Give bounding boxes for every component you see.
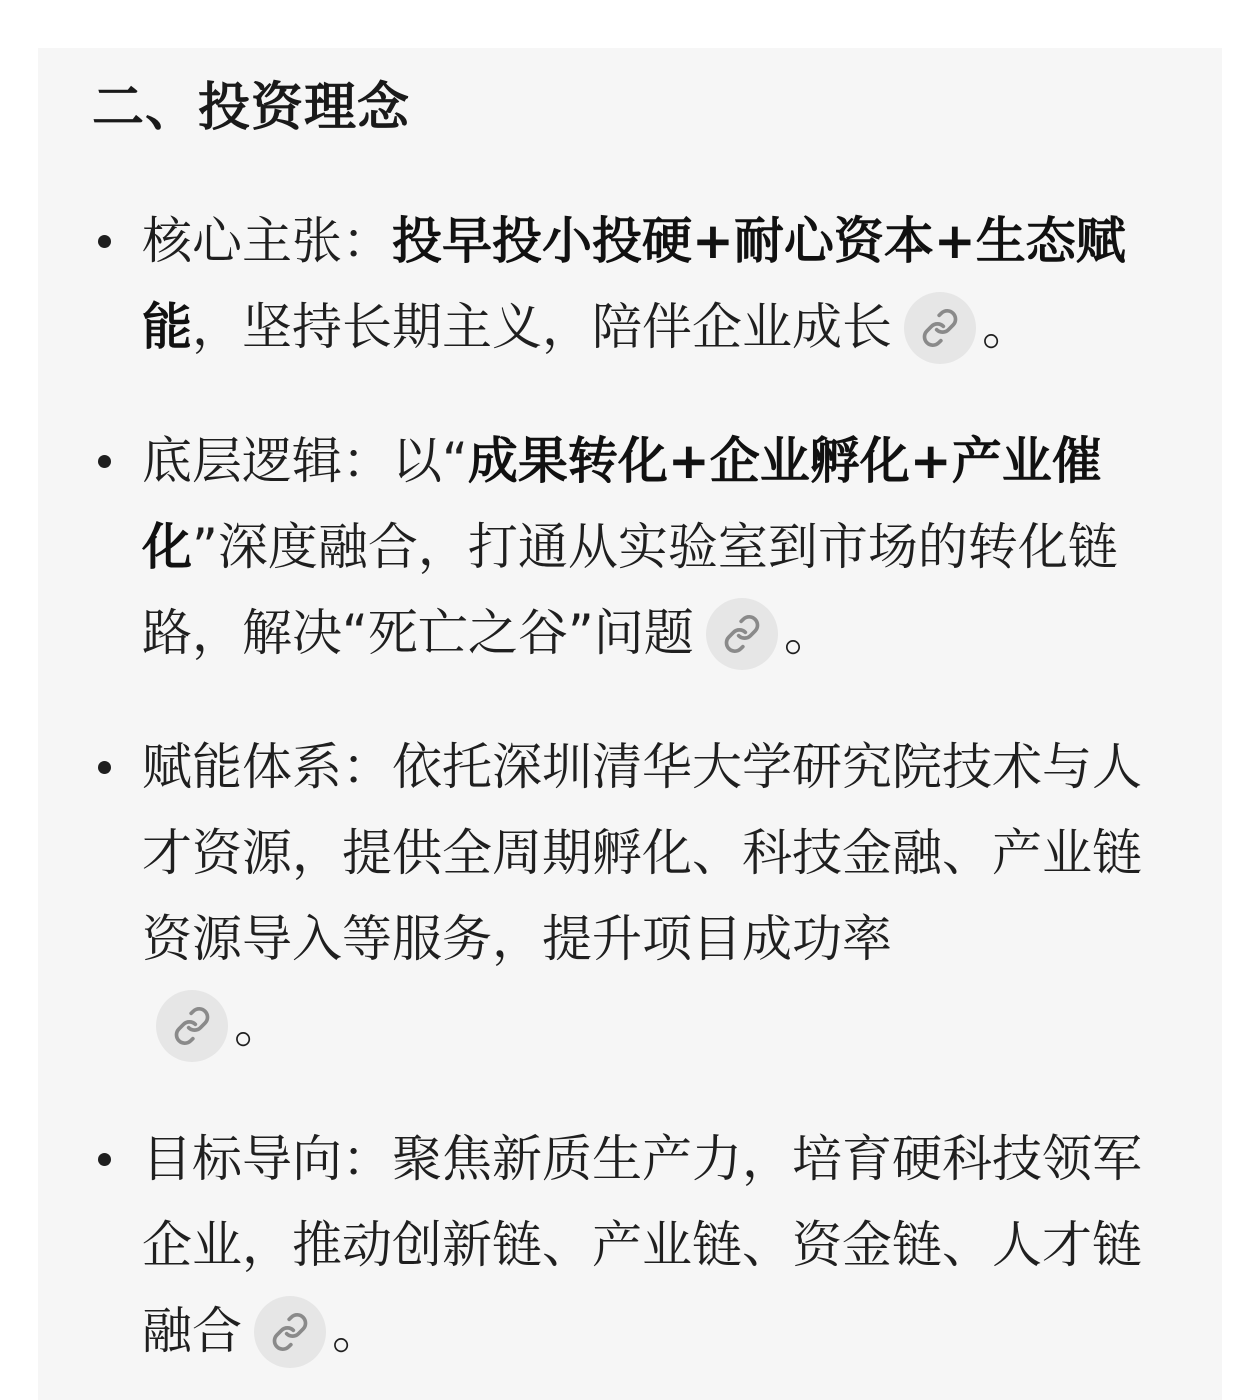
section-heading: 二、投资理念 [92, 78, 411, 138]
link-icon [270, 1312, 310, 1352]
item-text: ”深度融合，打通从实验室到市场的转化链路，解决“死亡之谷”问题 [142, 518, 1118, 662]
list-item [92, 418, 1170, 676]
link-icon [722, 614, 762, 654]
citation-link-button[interactable] [254, 1296, 326, 1368]
item-label: 目标导向： [142, 1130, 392, 1188]
item-bold-text: 成果转化+企业孵化+产业催化 [142, 432, 1102, 576]
citation-row [142, 982, 1170, 1068]
item-text: 聚焦新质生产力，培育硬科技领军企业，推动创新链、产业链、资金链、人才链融合 [142, 1130, 1142, 1360]
citation-link-button[interactable] [904, 292, 976, 364]
list-item [92, 198, 1170, 370]
item-end-punct: 。 [332, 1302, 382, 1360]
citation-link-button[interactable] [706, 598, 778, 670]
item-label: 赋能体系： [142, 738, 392, 796]
bullet-dot [98, 235, 111, 248]
bullet-dot [98, 455, 111, 468]
link-icon [920, 308, 960, 348]
item-bold-text: 投早投小投硬+耐心资本+生态赋能 [142, 212, 1126, 356]
item-end-punct: 。 [234, 996, 284, 1054]
item-end-punct: 。 [783, 604, 834, 662]
bullet-dot [98, 1153, 111, 1166]
item-end-punct: 。 [982, 298, 1032, 356]
item-pre-text: 以“ [392, 432, 468, 490]
item-text: 依托深圳清华大学研究院技术与人才资源，提供全周期孵化、科技金融、产业链资源导入等服务，提升项目成功率 [142, 738, 1142, 968]
item-label: 核心主张： [142, 212, 392, 270]
citation-link-button[interactable] [156, 990, 228, 1062]
list-item [92, 1116, 1170, 1374]
link-icon [172, 1006, 212, 1046]
content-card [38, 48, 1222, 1400]
item-label: 底层逻辑： [142, 432, 392, 490]
bullet-list [92, 198, 1170, 1374]
item-text: ，坚持长期主义，陪伴企业成长 [192, 298, 892, 356]
list-item [92, 724, 1170, 1068]
bullet-dot [98, 761, 111, 774]
